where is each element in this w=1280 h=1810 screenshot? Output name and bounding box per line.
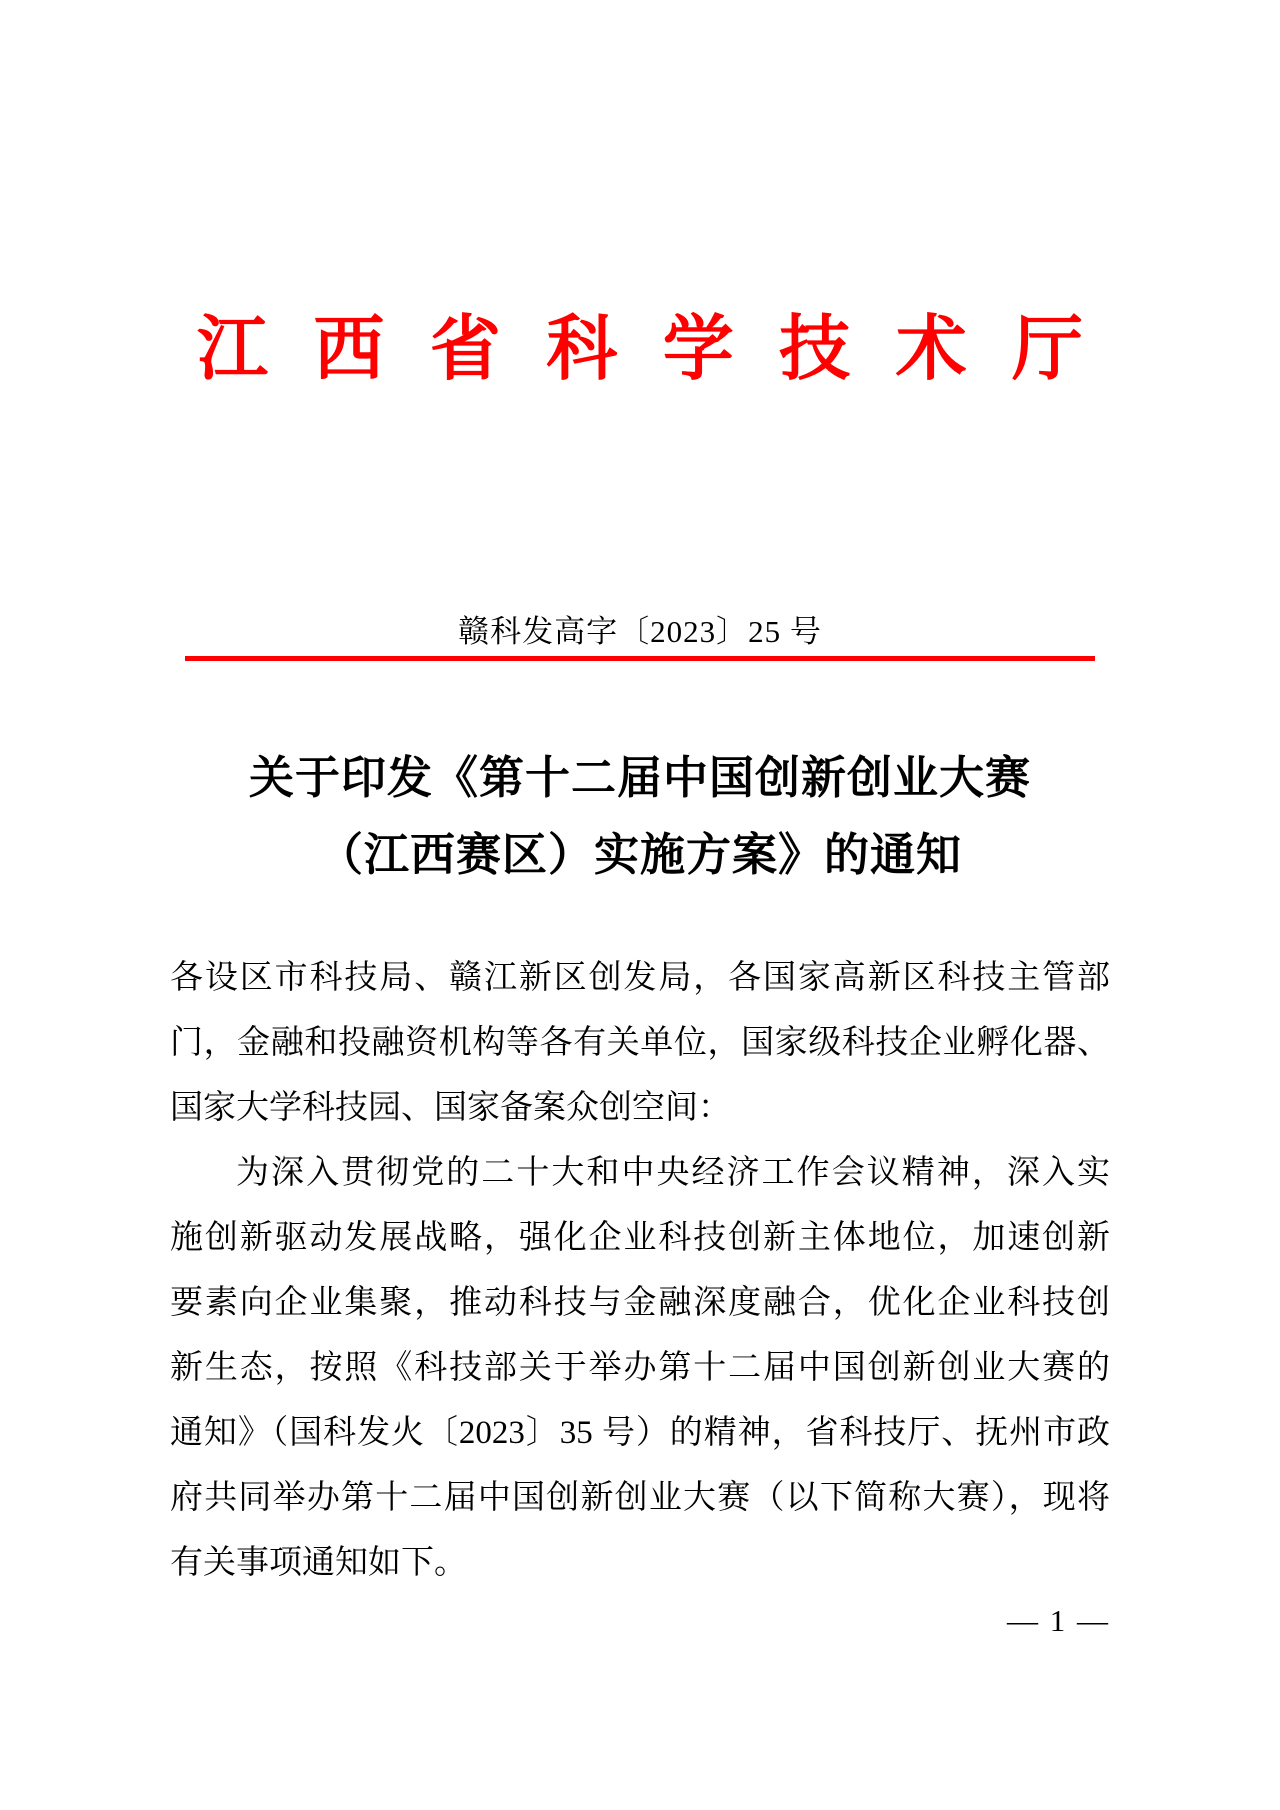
body-line: 要素向企业集聚，推动科技与金融深度融合，优化企业科技创 <box>170 1285 1110 1321</box>
notice-title-line2: （江西赛区）实施方案》的通知 <box>317 830 962 880</box>
agency-header-title: 江西省科学技术厅 <box>196 311 1129 389</box>
document-number: 赣科发高字〔2023〕25 号 <box>458 614 822 649</box>
body-line: 为深入贯彻党的二十大和中央经济工作会议精神，深入实 <box>236 1155 1110 1191</box>
body-line: 施创新驱动发展战略，强化企业科技创新主体地位，加速创新 <box>170 1220 1110 1256</box>
body-line: 通知》（国科发火〔2023〕35 号）的精神，省科技厅、抚州市政 <box>170 1415 1110 1451</box>
body-line: 有关事项通知如下。 <box>170 1545 467 1581</box>
body-line: 门，金融和投融资机构等各有关单位，国家级科技企业孵化器、 <box>170 1025 1110 1061</box>
notice-title <box>0 740 1280 894</box>
notice-body <box>170 946 1110 1596</box>
body-line: 各设区市科技局、赣江新区创发局，各国家高新区科技主管部 <box>170 960 1110 996</box>
notice-title-line1: 关于印发《第十二届中国创新创业大赛 <box>248 753 1031 803</box>
body-line: 府共同举办第十二届中国创新创业大赛（以下简称大赛），现将 <box>170 1480 1110 1516</box>
body-line: 新生态，按照《科技部关于举办第十二届中国创新创业大赛的 <box>170 1350 1110 1386</box>
page-number: — 1 — <box>1007 1603 1110 1638</box>
body-line: 国家大学科技园、国家备案众创空间： <box>170 1090 731 1126</box>
red-divider-line <box>185 656 1095 661</box>
